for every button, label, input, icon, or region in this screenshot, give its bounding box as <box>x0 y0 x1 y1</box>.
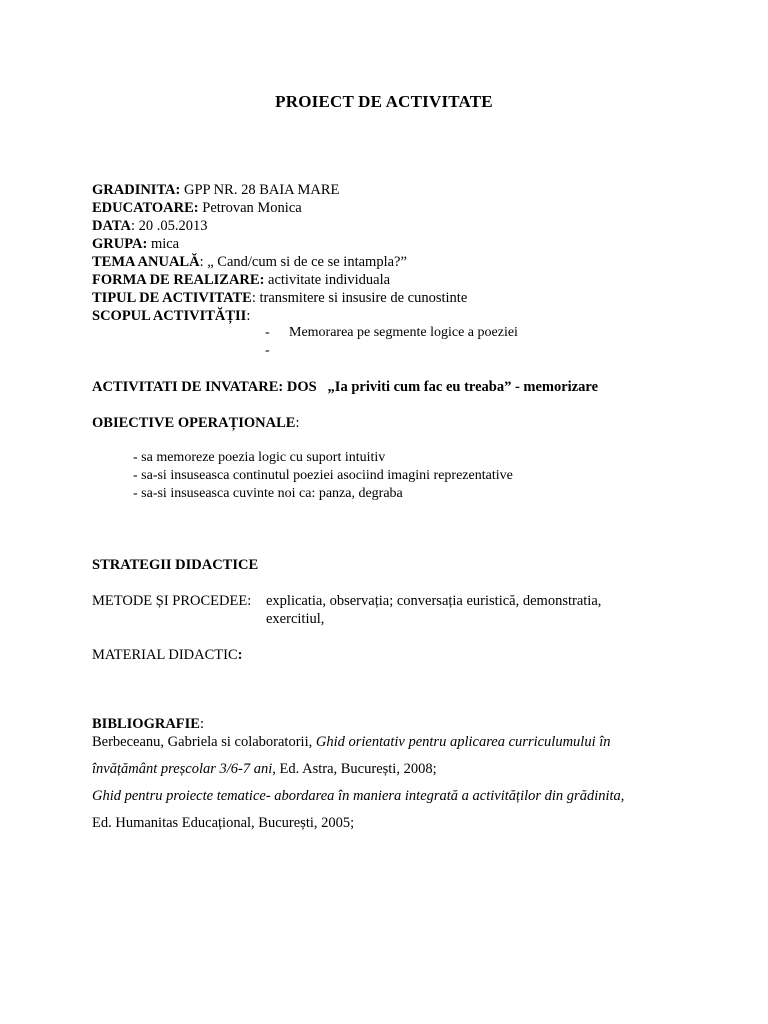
bib-publisher-2: Ed. Humanitas Educațional, București, 2005; <box>92 815 355 831</box>
forma-row <box>92 271 390 289</box>
strategii-heading <box>92 556 258 574</box>
forma-label: FORMA DE REALIZARE: <box>92 272 265 288</box>
obiective-row <box>92 414 299 432</box>
educatoare-row <box>92 199 302 217</box>
scop-item-text: Memorarea pe segmente logice a poeziei <box>289 325 518 340</box>
bib-title-cont: învățământ preșcolar 3/6-7 ani <box>92 761 273 777</box>
bib-publisher: , Ed. Astra, București, 2008; <box>272 761 437 777</box>
bib-title-2: Ghid pentru proiecte tematice- abordarea în maniera integrată a activităților din grădinita, <box>92 788 625 804</box>
educatoare-value: Petrovan Monica <box>198 200 302 216</box>
data-value: : 20 .05.2013 <box>130 218 208 234</box>
metode-line-1: explicatia, observația; conversația euristică, demonstratia, <box>266 593 602 609</box>
bibliografie-row <box>92 715 204 733</box>
data-row <box>92 217 207 235</box>
bib-line-4 <box>92 815 354 832</box>
bibliografie-colon: : <box>199 716 205 732</box>
bib-title: Ghid orientativ pentru aplicarea curriculumului în <box>315 734 611 750</box>
scopul-label: SCOPUL ACTIVITĂȚII <box>92 308 247 324</box>
activitati-value: „Ia priviti cum fac eu treaba” - memorizare <box>327 379 599 395</box>
obiective-item: - sa-si insuseasca continutul poeziei asociind imagini reprezentative <box>133 468 513 483</box>
tipul-value: : transmitere si insusire de cunostinte <box>251 290 468 306</box>
scopul-value: : <box>246 308 251 324</box>
metode-line-2: exercitiul, <box>266 611 325 627</box>
tema-value: : „ Cand/cum si de ce se intampla?” <box>199 254 407 270</box>
bib-line-3 <box>92 788 624 805</box>
material-colon: : <box>237 647 243 663</box>
bibliografie-label: BIBLIOGRAFIE <box>92 716 200 732</box>
page-title: PROIECT DE ACTIVITATE <box>275 92 493 111</box>
strategii-label: STRATEGII DIDACTICE <box>92 557 259 573</box>
gradinita-row <box>92 181 339 199</box>
metode-label: METODE ȘI PROCEDEE: <box>92 593 252 609</box>
activitati-label: ACTIVITATI DE INVATARE: DOS <box>92 379 317 395</box>
grupa-row <box>92 235 179 253</box>
grupa-value: mica <box>147 236 180 252</box>
tema-label: TEMA ANUALĂ <box>92 254 200 270</box>
scopul-row <box>92 307 250 325</box>
gradinita-value: GPP NR. 28 BAIA MARE <box>180 182 340 198</box>
tipul-label: TIPUL DE ACTIVITATE <box>92 290 252 306</box>
data-label: DATA <box>92 218 131 234</box>
obiective-item: - sa memoreze poezia logic cu suport intuitiv <box>133 450 386 465</box>
bib-author: Berbeceanu, Gabriela si colaboratorii, <box>92 734 316 750</box>
material-label: MATERIAL DIDACTIC <box>92 647 238 663</box>
gradinita-label: GRADINITA: <box>92 182 181 198</box>
tema-row <box>92 253 407 271</box>
scop-item-dash: - <box>265 325 270 340</box>
grupa-label: GRUPA: <box>92 236 148 252</box>
tipul-row <box>92 289 467 307</box>
bib-line-1 <box>92 734 611 751</box>
scop-item-dash: - <box>265 343 270 358</box>
obiective-item: - sa-si insuseasca cuvinte noi ca: panza, degraba <box>133 486 403 501</box>
forma-value: activitate individuala <box>264 272 391 288</box>
material-row <box>92 646 243 664</box>
obiective-colon: : <box>295 415 300 431</box>
educatoare-label: EDUCATOARE: <box>92 200 199 216</box>
obiective-label: OBIECTIVE OPERAȚIONALE <box>92 415 296 431</box>
bib-line-2 <box>92 761 437 778</box>
activitati-row <box>92 378 598 396</box>
